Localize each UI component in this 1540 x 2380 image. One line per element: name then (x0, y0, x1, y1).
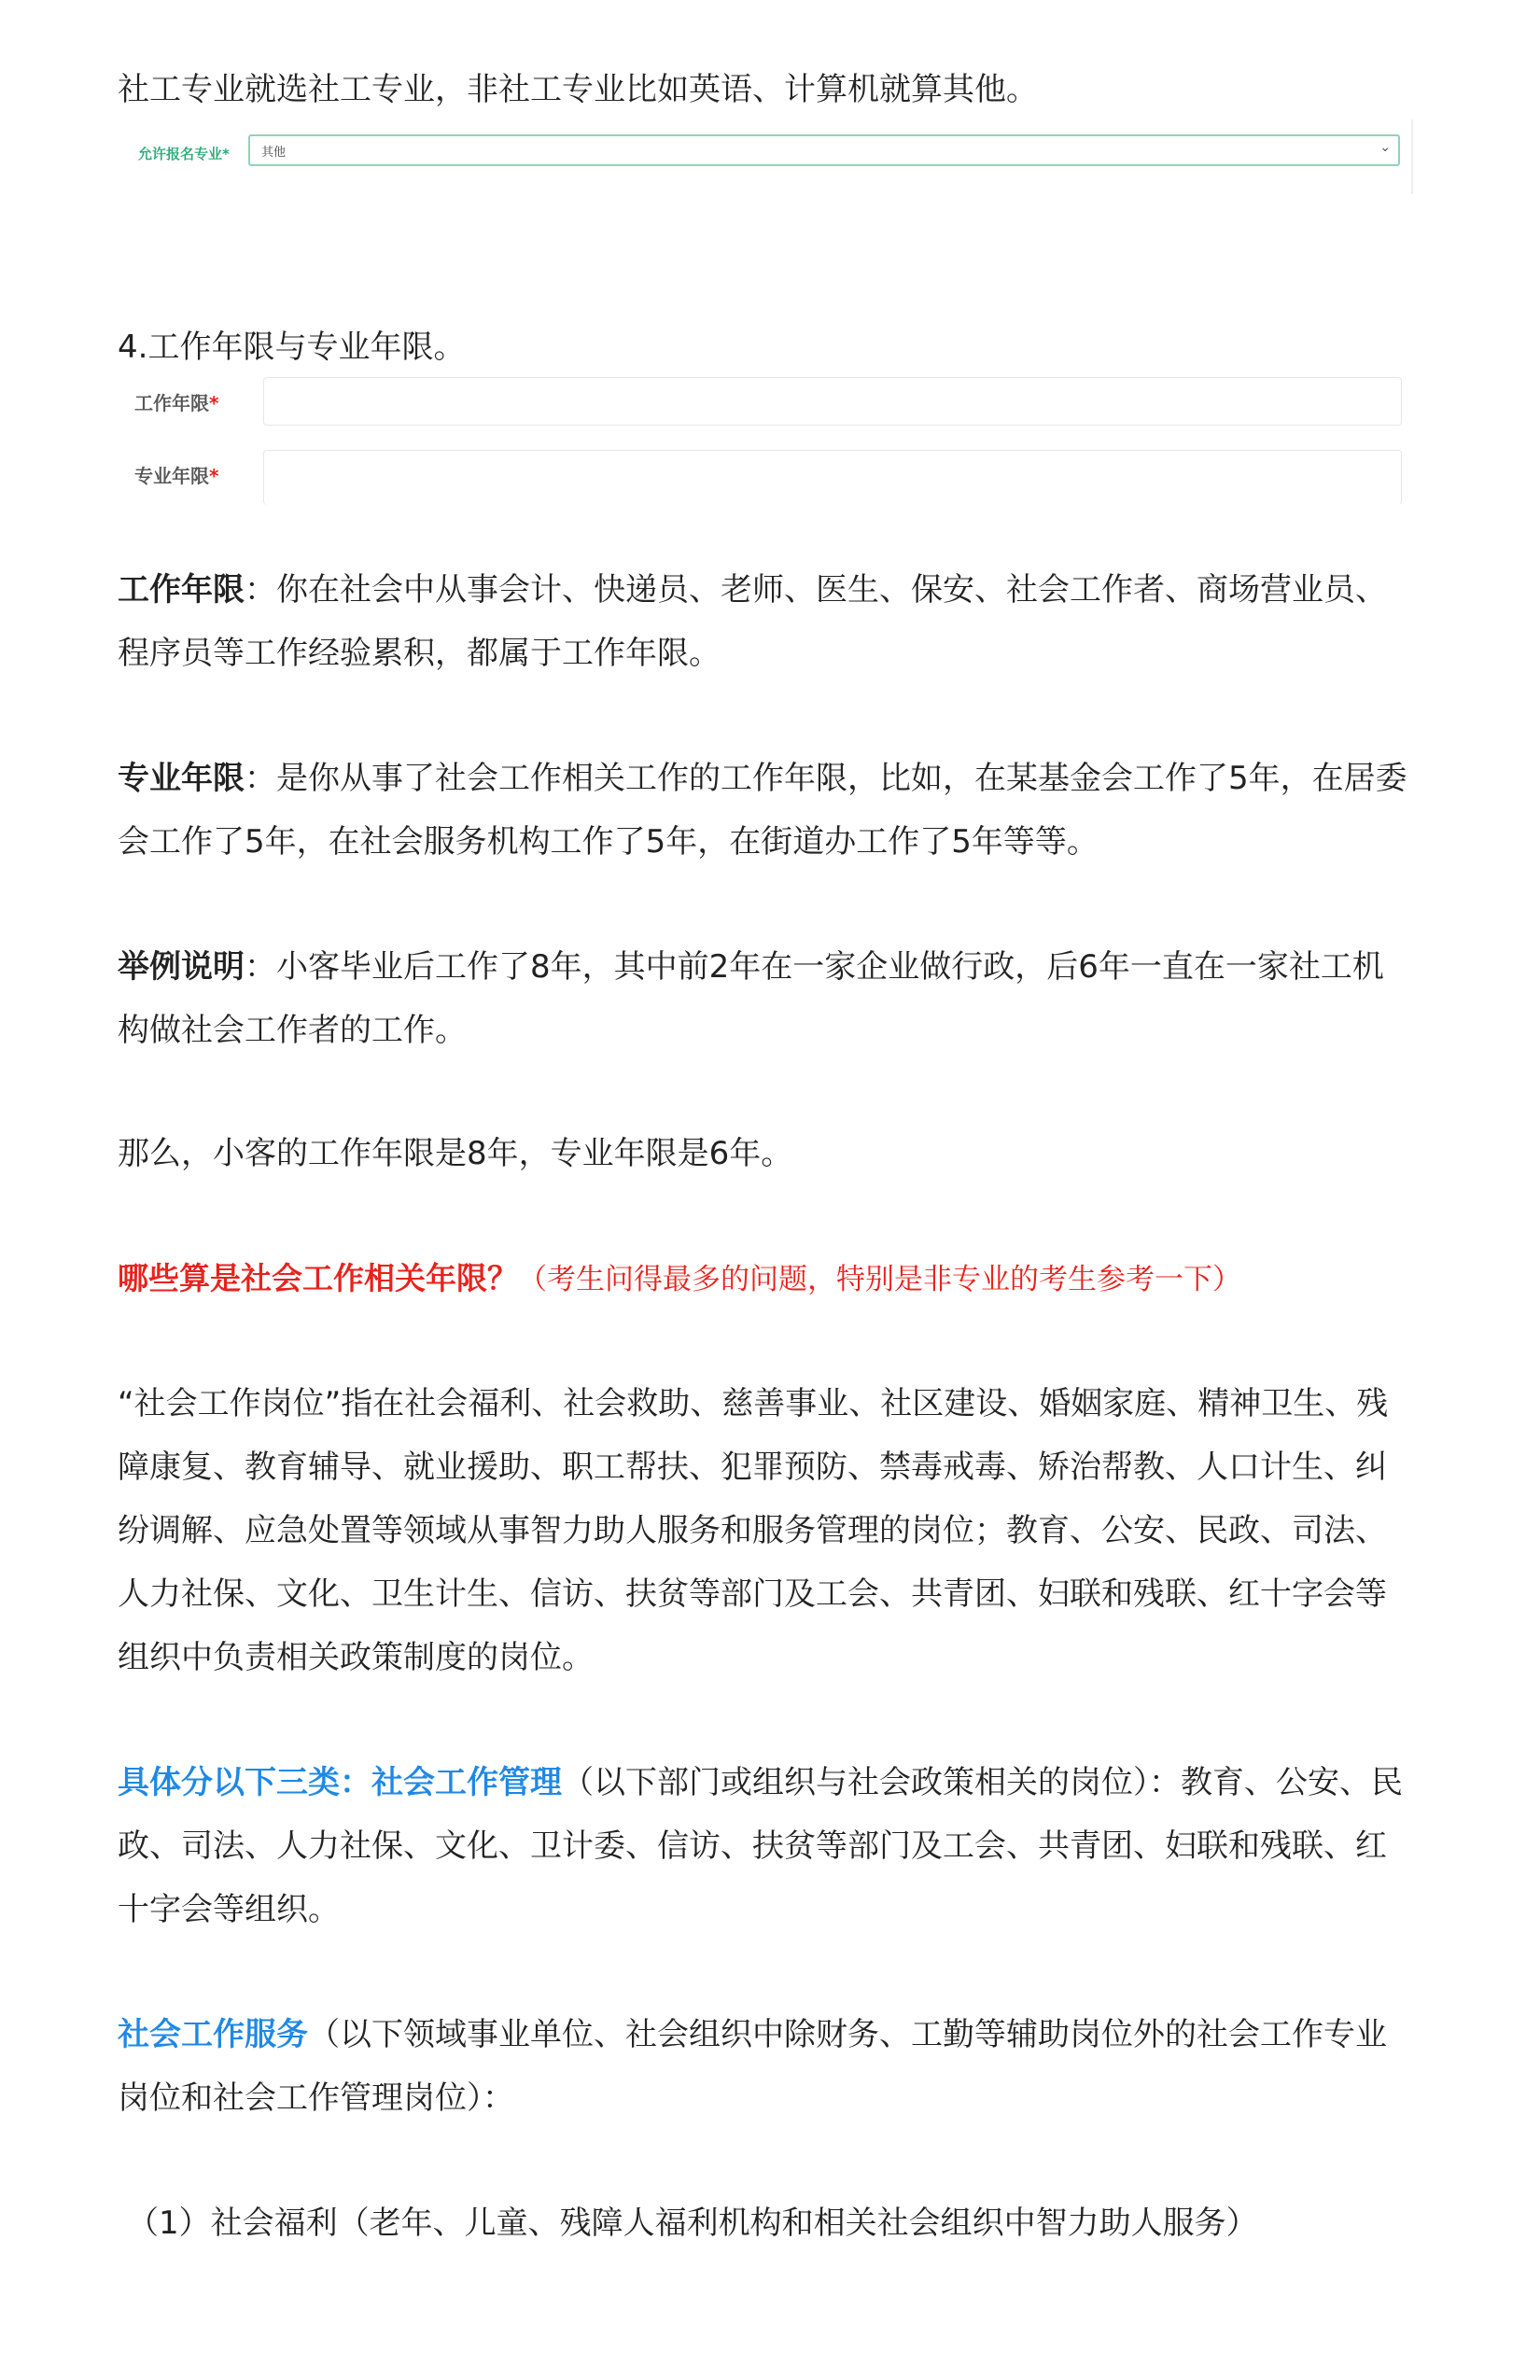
categories-paragraph: 具体分以下三类：社会工作管理（以下部门或组织与社会政策相关的岗位）：教育、公安、民政、司法、人力社保、文化、卫计委、信访、扶贫等部门及工会、共青团、妇联和残联、红十字会等组织。 (118, 1764, 1403, 1928)
chevron-down-icon: ⌄ (1379, 140, 1391, 155)
work-years-input[interactable] (263, 377, 1402, 426)
major-years-paragraph: 专业年限：是你从事了社会工作相关工作的工作年限，比如，在某基金会工作了5年，在居委会工作了5年，在社会服务机构工作了5年，在街道办工作了5年等等。 (118, 760, 1407, 861)
years-form-screenshot (118, 373, 1424, 504)
major-field-label: 允许报名专业* (138, 146, 230, 162)
example-paragraph: 举例说明：小客毕业后工作了8年，其中前2年在一家企业做行政，后6年一直在一家社工机构做社会工作者的工作。 (118, 948, 1384, 1049)
list-item: （1）社会福利（老年、儿童、残障人福利机构和相关社会组织中智力助人服务） (127, 2205, 1258, 2242)
intro-paragraph: 社工专业就选社工专业，非社工专业比如英语、计算机就算其他。 (118, 71, 1038, 108)
conclusion-paragraph: 那么，小客的工作年限是8年，专业年限是6年。 (118, 1135, 793, 1172)
service-paragraph: 社会工作服务（以下领域事业单位、社会组织中除财务、工勤等辅助岗位外的社会工作专业岗位和社会工作管理岗位）： (118, 2016, 1387, 2117)
major-select[interactable] (248, 134, 1400, 166)
major-years-label: 专业年限* (134, 465, 219, 487)
definition-paragraph: “社会工作岗位”指在社会福利、社会救助、慈善事业、社区建设、婚姻家庭、精神卫生、残障康复、教育辅导、就业援助、职工帮扶、犯罪预防、禁毒戒毒、矫治帮教、人口计生、纠纷调解、应急处置等领域从事智力助人服务和服务管理的岗位；教育、公安、民政、司法、人力社保、文化、卫生计生、信访、扶贫等部门及工会、共青团、妇联和残联、红十字会等组织中负责相关政策制度的岗位。 (118, 1385, 1389, 1676)
major-form-screenshot (118, 119, 1413, 194)
section-4-heading: 4.工作年限与专业年限。 (118, 329, 466, 366)
major-years-input[interactable] (263, 450, 1402, 505)
work-years-paragraph: 工作年限：你在社会中从事会计、快递员、老师、医生、保安、社会工作者、商场营业员、程序员等工作经验累积，都属于工作年限。 (118, 571, 1387, 672)
work-years-label: 工作年限* (134, 392, 219, 414)
question-heading: 哪些算是社会工作相关年限？（考生问得最多的问题，特别是非专业的考生参考一下） (118, 1260, 1241, 1296)
major-select-value: 其他 (261, 146, 287, 160)
